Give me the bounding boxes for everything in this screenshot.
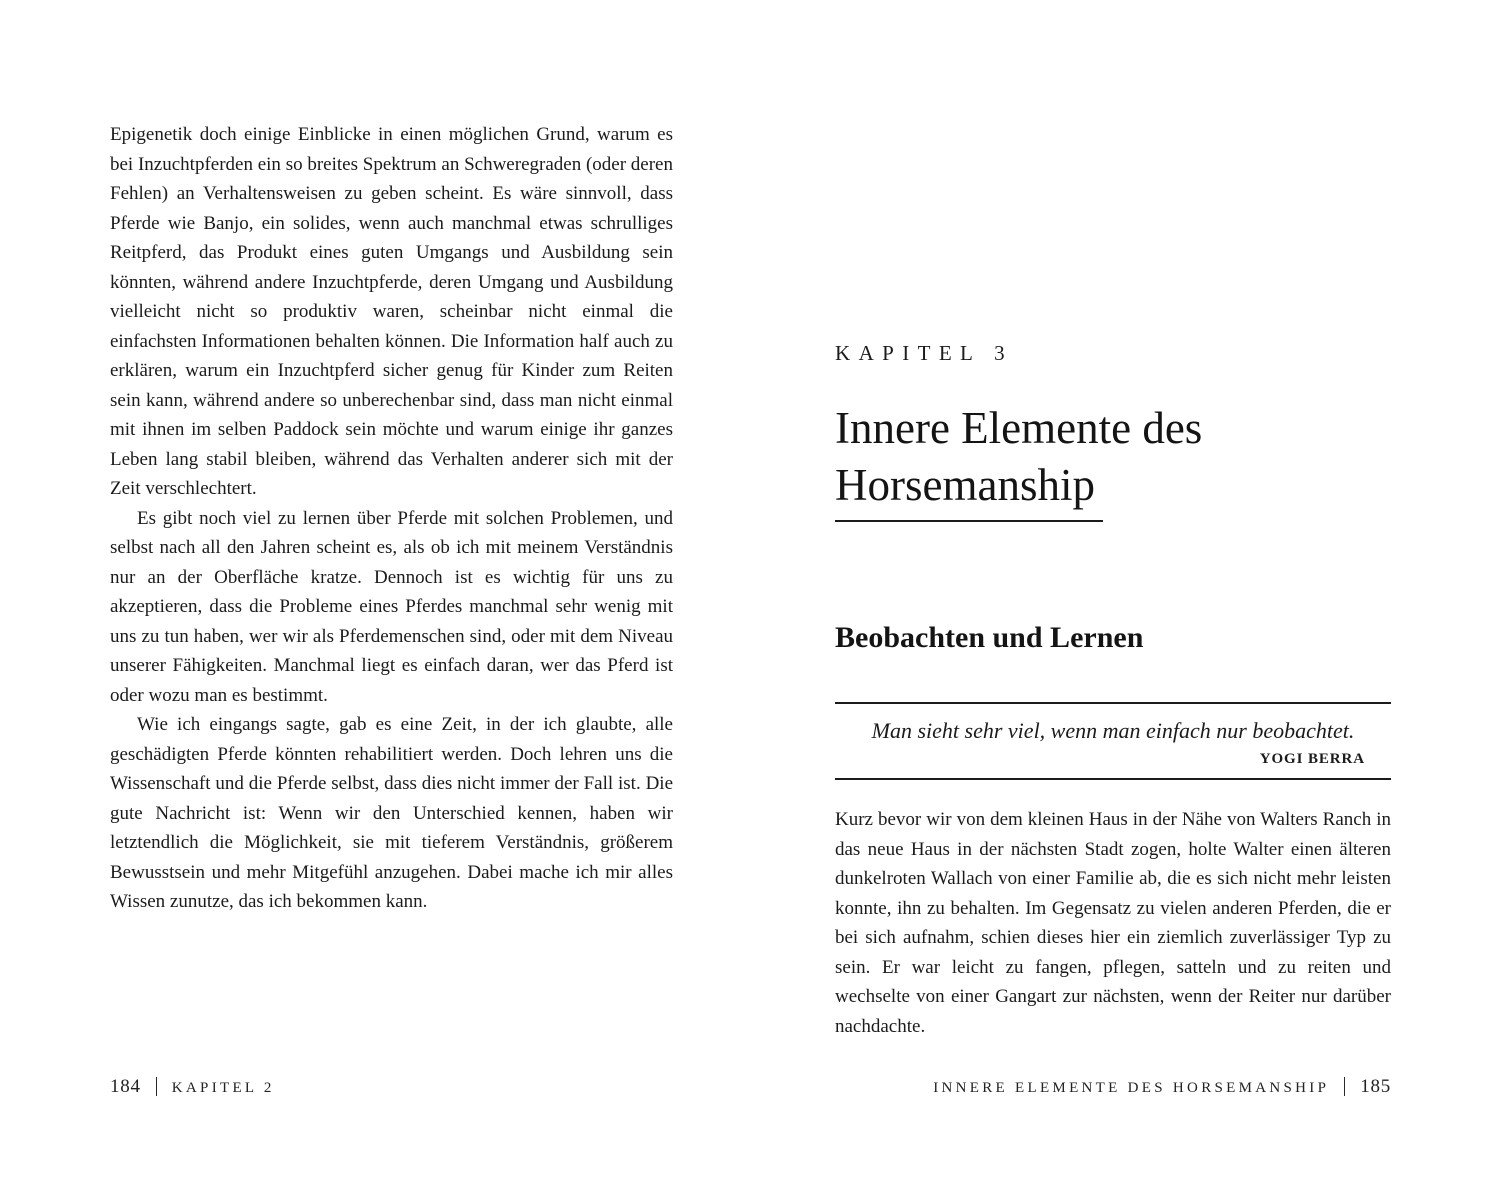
epigraph-block (835, 702, 1391, 780)
epigraph-attribution: YOGI BERRA (1259, 751, 1365, 767)
body-paragraph: Epigenetik doch einige Einblicke in einen möglichen Grund, warum es bei Inzuchtpferden ein so breites Spektrum an Schweregraden (oder deren Fehlen) an Verhaltensweisen zu geben scheint. Es wäre sinnvoll, dass Pferde wie Banjo, ein solides, wenn auch manchmal etwas schrulliges Reitpferd, das Produkt eines guten Umgangs und Ausbildung sein könnten, während andere Inzuchtpferde, deren Umgang und Ausbildung vielleicht nicht so produktiv waren, scheinbar nicht einmal die einfachsten Informationen behalten können. Die Information half auch zu erklären, warum ein Inzuchtpferd sicher genug für Kinder zum Reiten sein kann, während andere so unberechenbar sind, dass man nicht einmal mit ihnen im selben Paddock sein möchte und warum einige ihr ganzes Leben lang stabil bleiben, während das Verhalten anderer sich mit der Zeit verschlechtert. (110, 124, 673, 499)
chapter-title (835, 400, 1391, 522)
body-paragraph: Wie ich eingangs sagte, gab es eine Zeit, in der ich glaubte, alle geschädigten Pferde könnten rehabilitiert werden. Doch lehren uns die Wissenschaft und die Pferde selbst, dass dies nicht immer der Fall ist. Die gute Nachricht ist: Wenn wir den Unterschied kennen, haben wir letztendlich die Möglichkeit, sie mit tieferem Verständnis, größerem Bewusstsein und mehr Mitgefühl anzugehen. Dabei mache ich mir alles Wissen zunutze, das ich bekommen kann. (110, 714, 673, 912)
right-page-column (835, 341, 1391, 1041)
chapter-title-line1: Innere Elemente des (835, 403, 1203, 453)
footer-divider-bar (1344, 1077, 1345, 1096)
chapter-kicker: KAPITEL 3 (835, 341, 1014, 365)
left-page-text-column (110, 120, 673, 917)
running-head: KAPITEL 2 (171, 1080, 275, 1096)
section-heading: Beobachten und Lernen (835, 621, 1144, 654)
page-number: 184 (110, 1076, 141, 1097)
chapter-title-line2: Horsemanship (835, 457, 1103, 522)
body-paragraph: Kurz bevor wir von dem kleinen Haus in der Nähe von Walters Ranch in das neue Haus in der nächsten Stadt zogen, holte Walter einen älteren dunkelroten Wallach von einer Familie ab, die es sich nicht mehr leisten konnte, ihn zu behalten. Im Gegensatz zu vielen anderen Pferden, die er bei sich aufnahm, schien dieses hier ein ziemlich zuverlässiger Typ zu sein. Er war leicht zu fangen, pflegen, satteln und zu reiten und wechselte von einer Gangart zur nächsten, wenn der Reiter nur darüber nachdachte. (835, 809, 1391, 1037)
page-number: 185 (1360, 1076, 1391, 1097)
running-head: INNERE ELEMENTE DES HORSEMANSHIP (933, 1080, 1330, 1096)
body-paragraph: Es gibt noch viel zu lernen über Pferde mit solchen Problemen, und selbst nach all den Jahren scheint es, als ob ich mit meinem Verständnis nur an der Oberfläche kratze. Dennoch ist es wichtig für uns zu akzeptieren, dass die Probleme eines Pferdes manchmal sehr wenig mit uns zu tun haben, wer wir als Pferdemenschen sind, oder mit dem Niveau unserer Fähigkeiten. Manchmal liegt es einfach daran, wer das Pferd ist oder wozu man es bestimmt. (110, 507, 673, 706)
epigraph-quote: Man sieht sehr viel, wenn man einfach nur beobachtet. (871, 718, 1355, 743)
right-page-footer (835, 1076, 1391, 1098)
footer-divider-bar (156, 1077, 157, 1096)
left-page-footer (110, 1076, 275, 1098)
